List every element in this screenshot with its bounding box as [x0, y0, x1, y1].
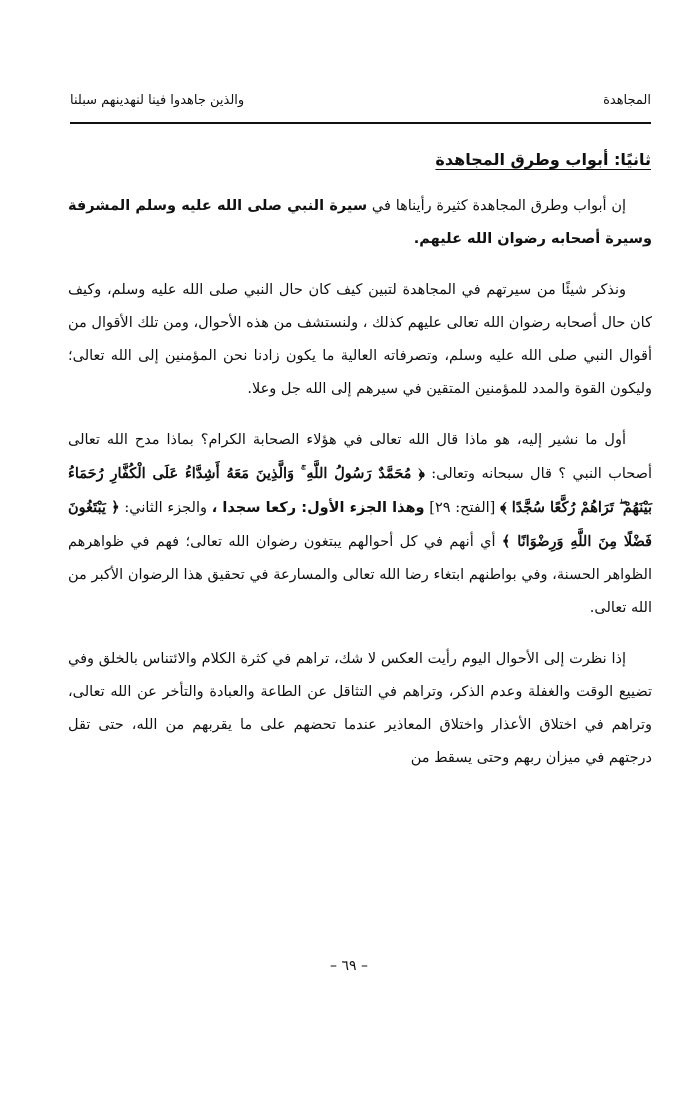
- body-text: [68, 190, 652, 793]
- bold-phrase: وهذا الجزء الأول: ركعا سجدا ،: [211, 500, 425, 516]
- paragraph-4: إذا نظرت إلى الأحوال اليوم رأيت العكس لا شك، تراهم في كثرة الكلام والائتناس بالخلق وفي تضييع الوقت والغفلة وعدم الذكر، وتراهم في التثاقل عن الطاعة والعبادة والتأخر عن الله تعالى، وتراهم في اختلاق الأعذار واختلاق المعاذير عندما تحضهم على ما يقربهم من الله، حتى تقل درجتهم في ميزان ربهم وحتى يسقط من: [68, 651, 652, 766]
- running-header: [70, 88, 651, 112]
- section-title: ثانيًا: أبواب وطرق المجاهدة: [435, 150, 651, 169]
- header-running-title: والذين جاهدوا فينا لنهدينهم سبلنا: [70, 92, 245, 108]
- quran-verse-1: ﴿ مُحَمَّدٌ رَسُولُ اللَّهِ ۚ وَالَّذِينَ مَعَهُ أَشِدَّاءُ عَلَى الْكُفَّارِ رُحَمَاءُ بَيْنَهُمْ ۖ تَرَاهُمْ رُكَّعًا سُجَّدًا ﴾: [68, 465, 652, 516]
- page-number: – ٦٩ –: [330, 958, 368, 974]
- quran-verse-2: ﴿ يَبْتَغُونَ فَضْلًا مِنَ اللَّهِ وَرِضْوَانًا ﴾: [68, 499, 652, 550]
- paragraph-1: إن أبواب وطرق المجاهدة كثيرة رأيناها في سيرة النبي صلى الله عليه وسلم المشرفة وسيرة أصحابه رضوان الله عليهم.: [68, 198, 652, 247]
- bold-phrase: سيرة النبي صلى الله عليه وسلم المشرفة وسيرة أصحابه رضوان الله عليهم.: [68, 198, 652, 247]
- header-rule: [70, 122, 651, 124]
- verse-reference: [الفتح: ٢٩]: [429, 500, 496, 516]
- paragraph-3: أول ما نشير إليه، هو ماذا قال الله تعالى في هؤلاء الصحابة الكرام؟ بماذا مدح الله تعالى أصحاب النبي ؟ قال سبحانه وتعالى: ﴿ مُحَمَّدٌ رَسُولُ اللَّهِ ۚ وَالَّذِينَ مَعَهُ أَشِدَّاءُ عَلَى الْكُفَّارِ رُحَمَاءُ بَيْنَهُمْ ۖ تَرَاهُمْ رُكَّعًا سُجَّدًا ﴾ [الفتح: ٢٩] وهذا الجزء الأول: ركعا سجدا ، والجزء الثاني: ﴿ يَبْتَغُونَ فَضْلًا مِنَ اللَّهِ وَرِضْوَانًا ﴾ أي أنهم في كل أحوالهم يبتغون رضوان الله تعالى؛ فهم في ظواهرهم الظواهر الحسنة، وفي بواطنهم ابتغاء رضا الله تعالى والمسارعة في تحقيق هذا الرضوان الأكبر من الله تعالى.: [68, 432, 653, 616]
- header-section-name: المجاهدة: [603, 92, 651, 108]
- paragraph-2: ونذكر شيئًا من سيرتهم في المجاهدة لتبين كيف كان حال النبي صلى الله عليه وسلم، وكيف كان حال أصحابه رضوان الله تعالى عليهم كذلك ، ولنستشف من هذه الأحوال، ومن تلك الأقوال من أقوال النبي صلى الله عليه وسلم، وتصرفاته العالية ما يكون زادنا نحن المؤمنين إلى الله تعالى؛ وليكون القوة والمدد للمؤمنين المتقين في سيرهم إلى الله جل وعلا.: [68, 282, 652, 397]
